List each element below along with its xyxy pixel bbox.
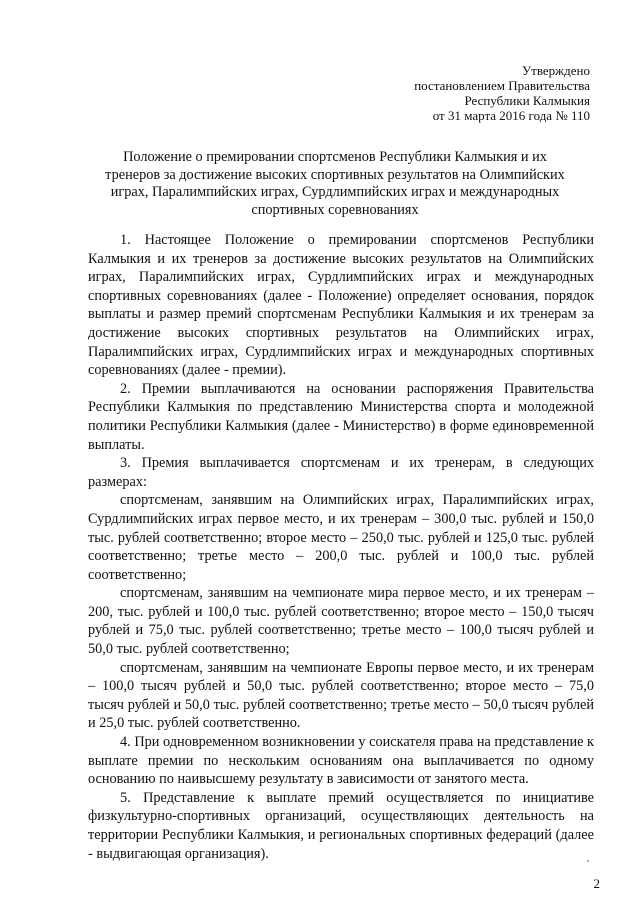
- paragraph: 3. Премия выплачивается спортсменам и их тренерам, в следующих размерах:: [88, 455, 594, 490]
- paragraph: 5. Представление к выплате премий осуществляется по инициативе физкультурно-спортивных организаций, осуществляющих деятельность на территории Республики Калмыкия, и региональных спортивных федераций (далее - выдвигающая организация).: [88, 789, 594, 862]
- scan-speck: [587, 860, 589, 862]
- approval-line: Республики Калмыкия: [464, 93, 590, 108]
- paragraph: спортсменам, занявшим на чемпионате мира первое место, и их тренерам – 200, тыс. рублей и 100,0 тыс. рублей соответственно; второе место – 150,0 тысяч рублей и 75,0 тыс. рублей соответственно; третье место – 100,0 тысяч рублей и 50,0 тыс. рублей соответственно;: [88, 585, 594, 658]
- approval-line: Утверждено: [521, 63, 590, 78]
- approval-line: постановлением Правительства: [414, 78, 590, 93]
- page-number: 2: [593, 876, 600, 891]
- approval-stamp-block: [414, 63, 590, 123]
- document-title: Положение о премировании спортсменов Республики Калмыкия и их тренеров за достижение высоких спортивных результатов на Олимпийских играх, Паралимпийских играх, Сурдлимпийских играх и международных спортивных соревнованиях: [105, 149, 565, 218]
- paragraph: 2. Премии выплачиваются на основании распоряжения Правительства Республики Калмыкия по представлению Министерства спорта и молодежной политики Республики Калмыкия (далее - Министерство) в форме единовременной выплаты.: [88, 380, 594, 453]
- paragraph: спортсменам, занявшим на чемпионате Европы первое место, и их тренерам – 100,0 тысяч рублей и 50,0 тыс. рублей соответственно; второе место – 75,0 тысяч рублей и 50,0 тыс. рублей соответственно; третье место – 50,0 тысяч рублей и 25,0 тыс. рублей соответственно.: [88, 659, 594, 732]
- paragraph: 4. При одновременном возникновении у соискателя права на представление к выплате премии по нескольким основаниям она выплачивается по одному основанию по наивысшему результату в зависимости от занятого места.: [88, 734, 594, 788]
- document-body: [88, 231, 594, 863]
- approval-line: от 31 марта 2016 года № 110: [432, 108, 590, 123]
- paragraph: 1. Настоящее Положение о премировании спортсменов Республики Калмыкия и их тренеров за достижение высоких результатов на Олимпийских играх, Паралимпийских играх, Сурдлимпийских играх и международных спортивных соревнованиях (далее - Положение) определяет основания, порядок выплаты и размер премий спортсменам Республики Калмыкия и их тренерам за достижение высоких спортивных результатов на Олимпийских играх, Паралимпийских играх, Сурдлимпийских играх и международных спортивных соревнованиях (далее - премии).: [88, 232, 594, 379]
- paragraph: спортсменам, занявшим на Олимпийских играх, Паралимпийских играх, Сурдлимпийских играх первое место, и их тренерам – 300,0 тыс. рублей и 150,0 тыс. рублей соответственно; второе место – 250,0 тыс. рублей и 125,0 тыс. рублей соответственно; третье место – 200,0 тыс. рублей и 100,0 тыс. рублей соответственно;: [88, 492, 594, 583]
